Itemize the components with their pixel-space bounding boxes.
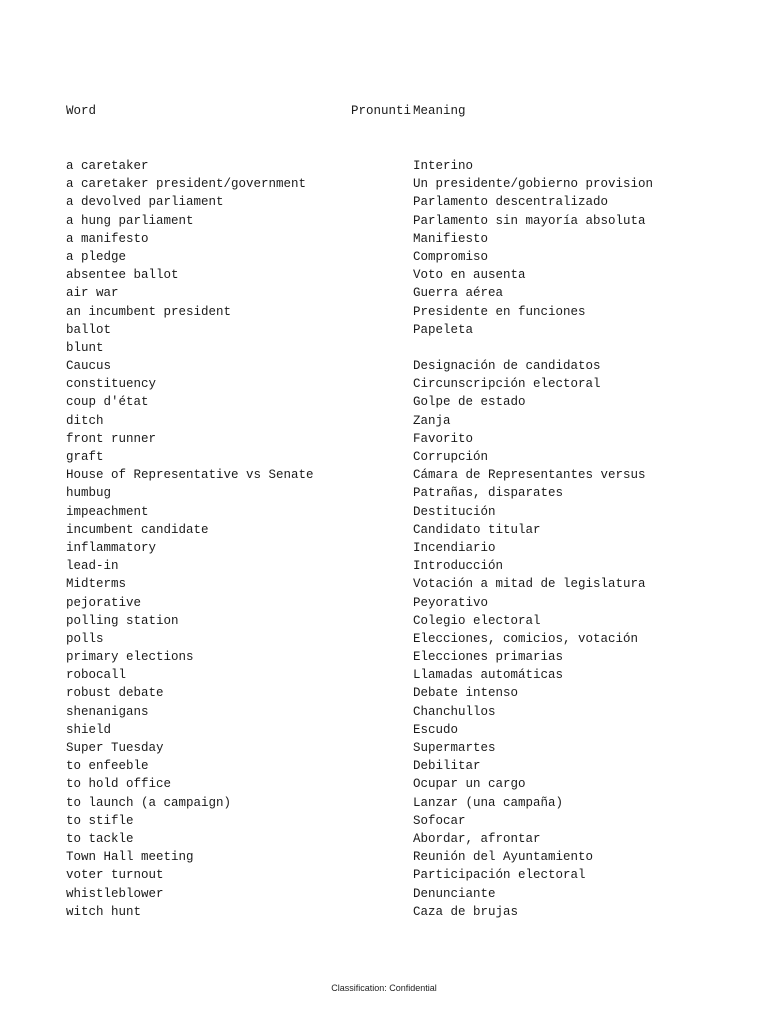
glossary-row: [66, 794, 746, 812]
entry-word: graft: [66, 450, 104, 464]
entry-meaning: Compromiso: [413, 249, 489, 264]
entry-word: lead-in: [66, 559, 119, 574]
entry-meaning: Circunscripción electoral: [413, 377, 601, 392]
entry-meaning: Zanja: [413, 413, 451, 428]
entry-meaning: Favorito: [413, 431, 474, 446]
entry-word: to tackle: [66, 831, 134, 846]
glossary-row: [66, 503, 746, 521]
glossary-row: [66, 775, 746, 793]
glossary-row: [66, 248, 746, 266]
entry-word: shield: [66, 722, 112, 737]
header-word: Word: [66, 104, 97, 119]
entry-word: humbug: [66, 486, 112, 501]
entry-meaning: Voto en ausenta: [413, 268, 526, 283]
glossary-row: [66, 557, 746, 575]
entry-meaning: Papeleta: [413, 322, 474, 337]
entry-meaning: Introducción: [413, 559, 504, 574]
entry-word: polling station: [66, 613, 179, 628]
entry-meaning: Ocupar un cargo: [413, 777, 526, 792]
glossary-row: [66, 739, 746, 757]
glossary-row: [66, 303, 746, 321]
classification-footer: Classification: Confidential: [331, 983, 437, 993]
glossary-row: [66, 484, 746, 502]
entry-meaning: Cámara de Representantes versus: [413, 468, 646, 483]
entry-word: House of Representative vs Senate: [66, 468, 314, 483]
entry-word: ditch: [66, 413, 104, 428]
glossary-row: [66, 393, 746, 411]
glossary-row: [66, 375, 746, 393]
glossary-row: [66, 357, 746, 375]
glossary-row: [66, 612, 746, 630]
glossary-row: [66, 175, 746, 193]
entry-word: voter turnout: [66, 868, 164, 883]
glossary-row: [66, 903, 746, 921]
entry-word: a manifesto: [66, 231, 149, 246]
entry-meaning: Abordar, afrontar: [413, 831, 541, 846]
glossary-row: [66, 757, 746, 775]
entry-meaning: Golpe de estado: [413, 395, 526, 410]
glossary-row: [66, 630, 746, 648]
entry-meaning: Elecciones primarias: [413, 650, 564, 665]
entry-meaning: Guerra aérea: [413, 286, 504, 301]
entry-meaning: Votación a mitad de legislatura: [413, 577, 646, 592]
entry-word: robust debate: [66, 686, 164, 701]
glossary-row: [66, 575, 746, 593]
entry-meaning: Peyorativo: [413, 595, 489, 610]
entry-meaning: Manifiesto: [413, 231, 489, 246]
entry-meaning: Corrupción: [413, 450, 489, 464]
entry-meaning: Parlamento descentralizado: [413, 195, 609, 210]
entry-word: witch hunt: [66, 904, 142, 919]
entry-meaning: Colegio electoral: [413, 613, 541, 628]
entry-meaning: Interino: [413, 159, 474, 173]
entry-word: to hold office: [66, 777, 172, 792]
entry-meaning: Debilitar: [413, 759, 481, 774]
entry-meaning: Un presidente/gobierno provision: [413, 177, 654, 192]
entry-word: front runner: [66, 431, 157, 446]
glossary-row: [66, 539, 746, 557]
glossary-row: [66, 885, 746, 903]
glossary-row: [66, 812, 746, 830]
entry-word: coup d'état: [66, 395, 149, 410]
entry-meaning: Designación de candidatos: [413, 359, 601, 374]
glossary-row: [66, 448, 746, 466]
entry-word: shenanigans: [66, 704, 149, 719]
entry-word: a pledge: [66, 249, 127, 264]
glossary-row: [66, 521, 746, 539]
glossary-row: [66, 157, 746, 175]
entry-word: to enfeeble: [66, 759, 149, 774]
glossary-row: [66, 721, 746, 739]
entry-meaning: Candidato titular: [413, 522, 541, 537]
entry-word: constituency: [66, 377, 157, 392]
entry-meaning: Llamadas automáticas: [413, 668, 564, 683]
entry-meaning: Participación electoral: [413, 868, 586, 883]
entry-meaning: Patrañas, disparates: [413, 486, 564, 501]
glossary-row: [66, 284, 746, 302]
entry-meaning: Sofocar: [413, 813, 466, 828]
glossary-row: [66, 648, 746, 666]
glossary-row: [66, 830, 746, 848]
entry-word: a caretaker president/government: [66, 177, 307, 192]
glossary-row: [66, 466, 746, 484]
entry-meaning: Supermartes: [413, 741, 496, 755]
entry-word: Town Hall meeting: [66, 850, 194, 865]
entry-word: robocall: [66, 668, 127, 683]
entry-word: to stifle: [66, 813, 134, 828]
entry-word: whistleblower: [66, 886, 164, 901]
header-meaning: Meaning: [413, 104, 466, 119]
entry-word: ballot: [66, 322, 112, 337]
entry-word: primary elections: [66, 650, 194, 665]
entry-meaning: Incendiario: [413, 540, 496, 555]
entry-word: Caucus: [66, 359, 112, 374]
entry-meaning: Denunciante: [413, 886, 496, 901]
entry-word: blunt: [66, 340, 104, 355]
entry-meaning: Destitución: [413, 504, 496, 519]
glossary-row: [66, 848, 746, 866]
entry-meaning: Elecciones, comicios, votación: [413, 631, 639, 646]
header-pronunciation: Pronunti: [351, 104, 412, 119]
entry-meaning: Debate intenso: [413, 686, 519, 701]
glossary-row: [66, 321, 746, 339]
glossary-row: [66, 266, 746, 284]
entry-word: Super Tuesday: [66, 741, 164, 755]
glossary-row: [66, 703, 746, 721]
entry-word: an incumbent president: [66, 304, 232, 319]
entry-word: a devolved parliament: [66, 195, 224, 210]
entry-word: a hung parliament: [66, 213, 194, 228]
entry-word: to launch (a campaign): [66, 795, 232, 810]
entry-word: a caretaker: [66, 159, 149, 173]
glossary-row: [66, 594, 746, 612]
entry-meaning: Escudo: [413, 722, 459, 737]
entry-meaning: Caza de brujas: [413, 904, 519, 919]
entry-word: inflammatory: [66, 540, 157, 555]
header-row: [66, 102, 746, 120]
entry-meaning: Presidente en funciones: [413, 304, 586, 319]
entry-word: absentee ballot: [66, 268, 179, 283]
entry-word: air war: [66, 286, 119, 301]
entry-word: Midterms: [66, 577, 127, 592]
glossary-row: [66, 230, 746, 248]
glossary-row: [66, 684, 746, 702]
glossary-row: [66, 866, 746, 884]
entry-meaning: Parlamento sin mayoría absoluta: [413, 213, 646, 228]
glossary-row: [66, 430, 746, 448]
glossary-table: [66, 66, 746, 957]
glossary-row: [66, 666, 746, 684]
glossary-row: [66, 339, 746, 357]
entry-meaning: Chanchullos: [413, 704, 496, 719]
entry-list: [66, 157, 746, 921]
entry-word: impeachment: [66, 504, 149, 519]
entry-word: polls: [66, 631, 104, 646]
entry-meaning: Reunión del Ayuntamiento: [413, 850, 594, 865]
glossary-row: [66, 212, 746, 230]
entry-word: pejorative: [66, 595, 142, 610]
entry-word: incumbent candidate: [66, 522, 209, 537]
entry-meaning: Lanzar (una campaña): [413, 795, 564, 810]
glossary-row: [66, 412, 746, 430]
glossary-row: [66, 193, 746, 211]
